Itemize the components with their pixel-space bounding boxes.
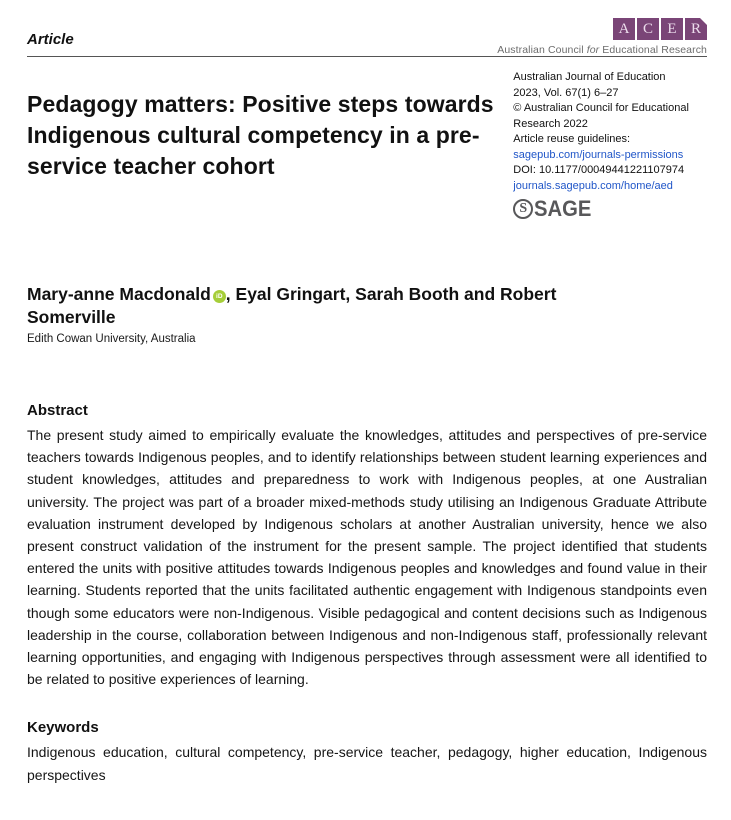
page-title: Pedagogy matters: Positive steps towards Indigenous cultural competency in a pre-service teacher cohort bbox=[27, 91, 494, 179]
affiliation: Edith Cowan University, Australia bbox=[27, 333, 196, 345]
page-header bbox=[27, 0, 707, 57]
author-name-macdonald: Mary-anne Macdonald bbox=[27, 284, 211, 304]
keywords-heading: Keywords bbox=[27, 719, 99, 737]
acer-tagline bbox=[497, 44, 707, 56]
abstract-section bbox=[27, 402, 707, 690]
volume-issue-pages: 2023, Vol. 67(1) 6–27 bbox=[513, 86, 619, 99]
acer-logo-tile-a: A bbox=[613, 18, 635, 40]
journals-permissions-link[interactable]: sagepub.com/journals-permissions bbox=[513, 148, 684, 161]
orcid-icon[interactable]: iD bbox=[213, 290, 226, 303]
reuse-guidelines-label: Article reuse guidelines: bbox=[513, 133, 631, 145]
sage-wordmark: SAGE bbox=[534, 196, 592, 222]
keywords-section bbox=[27, 719, 707, 785]
acer-logo-tile-c: C bbox=[637, 18, 659, 40]
acer-logo-tile-r: R bbox=[685, 18, 707, 40]
acer-logo-tile-e: E bbox=[661, 18, 683, 40]
acer-tagline-post: Educational Research bbox=[599, 44, 707, 56]
authors-section bbox=[27, 283, 707, 345]
abstract-heading: Abstract bbox=[27, 402, 88, 419]
abstract-body: The present study aimed to empirically evaluate the knowledges, attitudes and perspectives of pre-service teachers towards Indigenous peoples, and to identify relationships between student learning experiences and student knowledges, attitudes and preparedness to work with Indigenous peoples, at one Australian university. The project was part of a broader mixed-methods study utilising an Indigenous Graduate Attribute evaluation instrument developed by Indigenous scholars at another Australian university, hence we also present construct validation of the instrument for the present sample. The project identified that students entered the units with positive attitudes towards Indigenous peoples and knowledges and found value in their learning. Students reported that the units facilitated authentic engagement with Indigenous standpoints even though some educators were non-Indigenous. Visible pedagogical and content decisions such as Indigenous leadership in the course, collaboration between Indigenous and non-Indigenous staff, professionally relevant learning opportunities, and engaging with Indigenous perspectives through assessment were all identified to be related to positive experiences of learning. bbox=[27, 427, 707, 688]
acer-tagline-pre: Australian Council bbox=[497, 44, 587, 56]
journal-name: Australian Journal of Education bbox=[513, 71, 666, 83]
article-type-label: Article bbox=[27, 31, 74, 48]
journal-home-link[interactable]: journals.sagepub.com/home/aed bbox=[513, 179, 673, 192]
title-and-journal-info bbox=[27, 57, 707, 222]
sage-s-circle-icon: S bbox=[513, 199, 533, 219]
keywords-body: Indigenous education, cultural competency, pre-service teacher, pedagogy, higher education, Indigenous perspectives bbox=[27, 744, 707, 783]
acer-logo-block bbox=[497, 18, 707, 56]
acer-logo bbox=[613, 18, 707, 40]
acer-tagline-italic: for bbox=[586, 44, 600, 56]
author-line bbox=[27, 283, 627, 329]
doi-line: DOI: 10.1177/00049441221107974 bbox=[513, 164, 685, 176]
copyright-line: © Australian Council for Educational Research 2022 bbox=[513, 102, 689, 130]
sage-logo bbox=[513, 196, 707, 222]
journal-info-block bbox=[513, 70, 707, 222]
author-names-rest: , Eyal Gringart, Sarah Booth and Robert Somerville bbox=[27, 284, 557, 327]
